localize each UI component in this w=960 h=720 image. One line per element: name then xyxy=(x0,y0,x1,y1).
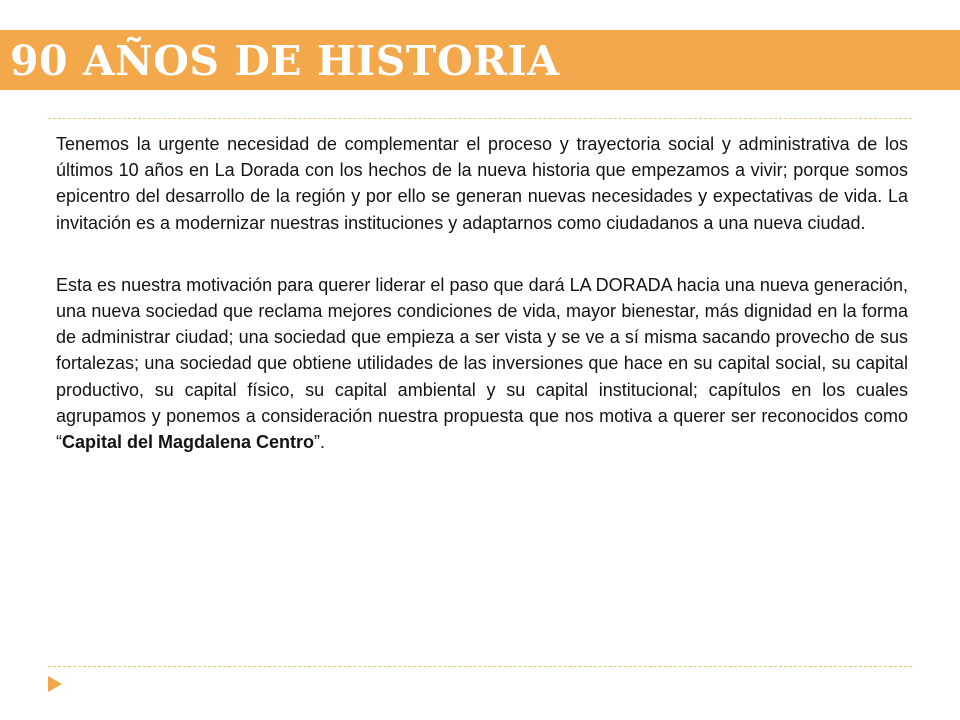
slide-body xyxy=(56,131,908,455)
slide-title: 90 AÑOS DE HISTORIA xyxy=(10,37,560,85)
paragraph-motivation-text: Esta es nuestra motivación para querer liderar el paso que dará LA DORADA hacia una nueva generación, una nueva sociedad que reclama mejores condiciones de vida, mayor bienestar, más dignidad en la forma de administrar ciudad; una sociedad que empieza a ser vista y se ve a sí misma sacando provecho de sus fortalezas; una sociedad que obtiene utilidades de las inversiones que hace en su capital social, su capital productivo, su capital físico, su capital ambiental y su capital institucional; capítulos en los cuales agrupamos y ponemos a consideración nuestra propuesta que nos motiva a querer ser reconocidos como “ xyxy=(56,274,908,453)
emphasis-capital: Capital del Magdalena Centro xyxy=(62,432,315,453)
bottom-divider xyxy=(48,666,912,667)
title-bar xyxy=(0,30,960,90)
top-divider xyxy=(48,118,912,119)
triangle-right-icon xyxy=(48,676,62,692)
paragraph-motivation xyxy=(56,272,908,455)
paragraph-intro: Tenemos la urgente necesidad de complementar el proceso y trayectoria social y administrativa de los últimos 10 años en La Dorada con los hechos de la nueva historia que empezamos a vivir; porque somos epicentro del desarrollo de la región y por ello se generan nuevas necesidades y expectativas de vida. La invitación es a modernizar nuestras instituciones y adaptarnos como ciudadanos a una nueva ciudad. xyxy=(56,134,908,233)
paragraph-motivation-closing: ”. xyxy=(314,432,326,453)
